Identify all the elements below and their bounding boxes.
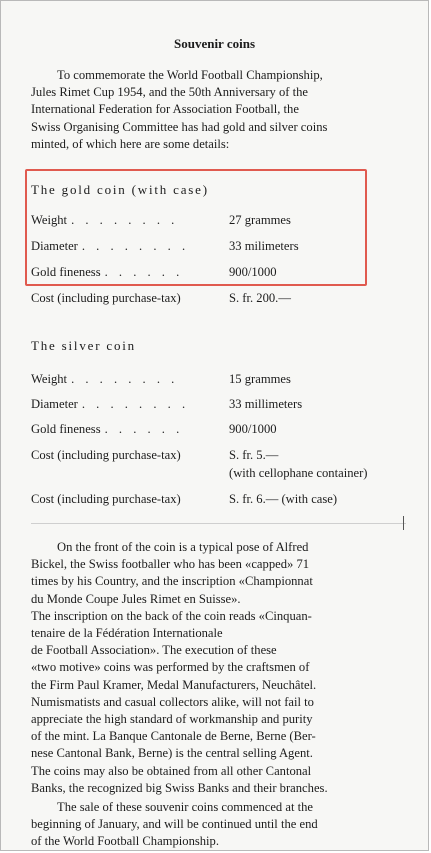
body-line: The inscription on the back of the coin reads «Cinquan- [31,608,312,623]
row-value: S. fr. 5.— [229,448,279,462]
intro-line: Swiss Organising Committee has had gold and silver coins [31,119,328,134]
silver-coin-heading: The silver coin [31,338,136,353]
body-line: appreciate the high standard of workmanship and purity [31,712,313,727]
body-line: Banks, the recognized big Swiss Banks and their branches. [31,780,328,795]
row-value: 33 millimeters [229,397,303,411]
row-dots: . . . . . . . . [81,397,190,411]
silver-fineness-row [31,422,277,437]
container-note: (with cellophane container) [229,466,368,480]
gold-diameter-row [31,239,299,254]
body-line: On the front of the coin is a typical pose of Alfred [57,540,309,554]
body-line: times by his Country, and the inscription «Championnat [31,574,313,589]
row-value: 33 milimeters [229,239,299,253]
silver-weight-row [31,372,291,387]
closing-line: The sale of these souvenir coins commenced at the [57,800,313,814]
gold-weight-row [31,213,291,228]
page-title: Souvenir coins [173,36,256,51]
row-label: Cost (including purchase-tax) [31,291,181,305]
body-line: tenaire de la Fédération Internationale [31,626,223,641]
body-line: Bickel, the Swiss footballer who has been «capped» 71 [31,557,310,572]
row-label: Weight [31,372,68,386]
closing-paragraph [31,799,409,851]
body-line: «two motive» coins was performed by the craftsmen of [31,660,310,675]
intro-line: Jules Rimet Cup 1954, and the 50th Anniversary of the [31,85,309,100]
row-label: Weight [31,213,68,227]
closing-line: beginning of January, and will be continued until the end [31,817,318,832]
body-line: Numismatists and casual collectors alike, will not fail to [31,694,314,709]
silver-cost-case-row [31,492,338,507]
row-dots: . . . . . . . . [81,239,190,253]
row-label: Diameter [31,397,78,411]
intro-line: minted, of which here are some details: [31,136,230,151]
row-value: 900/1000 [229,422,277,436]
row-label: Diameter [31,239,78,253]
body-paragraph [31,539,409,797]
row-dots: . . . . . . [104,265,184,279]
body-line: de Football Association». The execution of these [31,643,277,658]
body-line: nese Cantonal Bank, Berne) is the central selling Agent. [31,746,313,761]
row-dots: . . . . . . . . [71,213,179,227]
intro-paragraph [31,67,409,153]
row-dots: . . . . . . . . [71,372,179,386]
section-divider [31,523,406,524]
row-label: Cost (including purchase-tax) [31,448,181,462]
silver-diameter-row [31,397,303,412]
row-label: Cost (including purchase-tax) [31,492,181,506]
gold-coin-heading: The gold coin (with case) [31,182,209,197]
gold-fineness-row [31,265,277,280]
row-value: 900/1000 [229,265,277,279]
closing-line: of the World Football Championship. [31,834,220,849]
row-value: S. fr. 6.— (with case) [229,492,338,506]
intro-line: International Federation for Association Football, the [31,102,299,117]
row-value: 15 grammes [229,372,291,386]
row-dots: . . . . . . [104,422,184,436]
body-line: the Firm Paul Kramer, Medal Manufacturers, Neuchâtel. [31,677,317,692]
row-value: 27 grammes [229,213,291,227]
gold-cost-row [31,291,291,306]
body-line: The coins may also be obtained from all other Cantonal [31,763,312,778]
edge-mark [403,516,404,530]
body-line: of the mint. La Banque Cantonale de Berne, Berne (Ber- [31,729,316,744]
silver-cost-row [31,448,279,463]
row-value: S. fr. 200.— [229,291,291,305]
row-label: Gold fineness [31,265,101,279]
intro-line: To commemorate the World Football Championship, [57,68,323,82]
row-label: Gold fineness [31,422,101,436]
body-line: du Monde Coupe Jules Rimet en Suisse». [31,591,241,606]
